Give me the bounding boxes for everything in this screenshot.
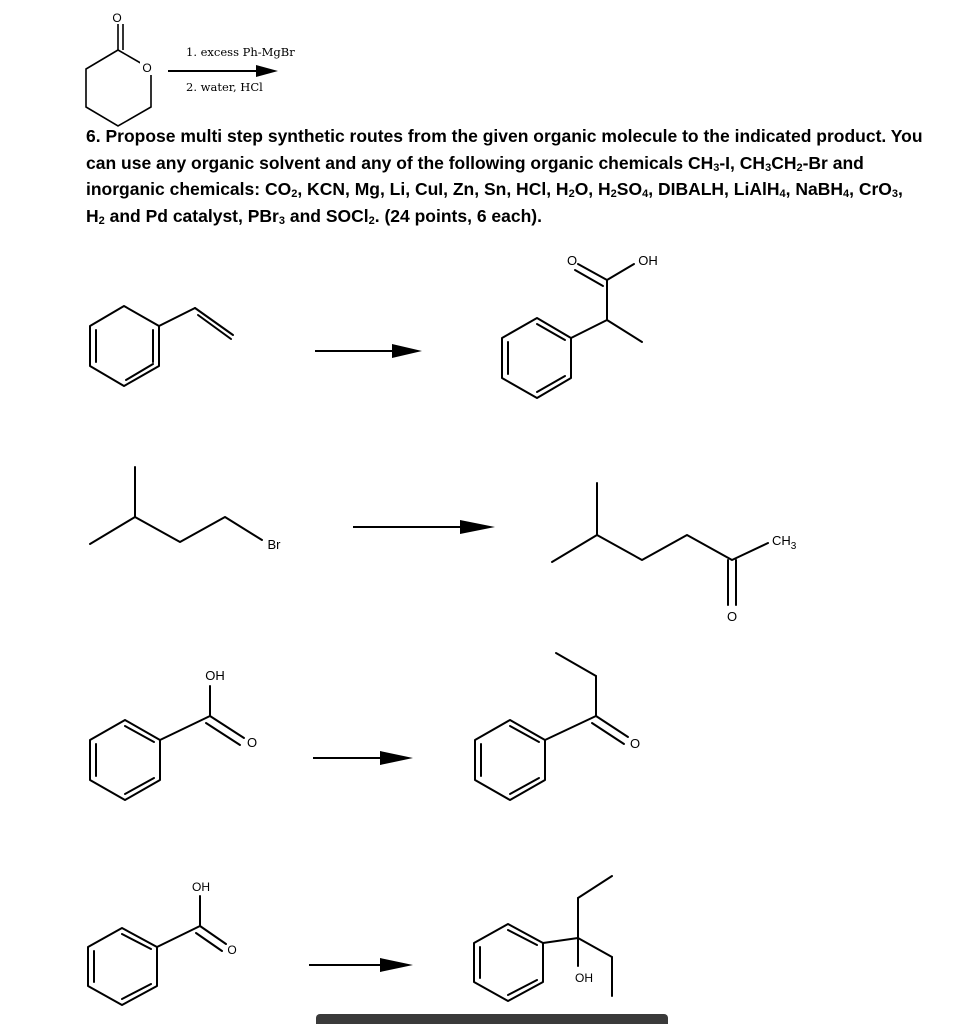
p3-start-oh: OH	[205, 668, 225, 683]
lactone-carbonyl-o: O	[112, 11, 122, 25]
problem-4-arrow	[309, 958, 413, 972]
problem-3-product	[475, 653, 640, 800]
problem-4-start	[88, 880, 237, 1005]
problem-2-arrow	[353, 520, 495, 534]
p2-product-ch3: $CH_3$	[772, 533, 797, 552]
problem-1-arrow	[315, 344, 422, 358]
bottom-scroll-bar[interactable]	[316, 1014, 668, 1024]
lactone-structure	[86, 11, 154, 126]
problem-3-start	[90, 668, 257, 800]
problem-1-styrene	[90, 306, 233, 386]
p3-product-o: O	[629, 736, 641, 751]
p1-product-o: O	[566, 253, 578, 268]
p3-start-o: O	[246, 735, 258, 750]
reaction-step-1: 1. excess Ph-MgBr	[186, 45, 295, 59]
lactone-ring-o: O	[142, 61, 152, 75]
p2-start-br: Br	[267, 537, 281, 552]
p1-product-oh: OH	[638, 253, 658, 268]
question-6-text: 6. Propose multi step synthetic routes from the given organic molecule to the indicated product. You can use any organic solvent and any of the following organic chemicals $CH_3-I$, $CH_3CH_2-Br$ and inorganic chemicals: $CO_2$, KCN, Mg, Li, CuI, Zn, Sn, HCl, $H_2O$, $H_2SO_4$, DIBALH, LiAlH$_4$, NaBH$_4$, CrO$_3$, $H_2$ and Pd catalyst, PBr$_3$ and SOCl$_2$. (24 points, 6 each).	[86, 126, 923, 227]
problem-2-product	[552, 483, 797, 624]
reaction-step-2: 2. water, HCl	[186, 80, 263, 94]
reaction-arrow-top	[168, 65, 278, 77]
problem-4-product	[474, 876, 612, 1001]
p2-product-o: O	[726, 609, 738, 624]
p4-start-o: O	[227, 943, 237, 957]
problem-1-product	[502, 253, 658, 398]
p4-product-oh: OH	[575, 971, 593, 985]
p4-start-oh: OH	[192, 880, 210, 894]
problem-3-arrow	[313, 751, 413, 765]
problem-2-start	[90, 467, 281, 552]
